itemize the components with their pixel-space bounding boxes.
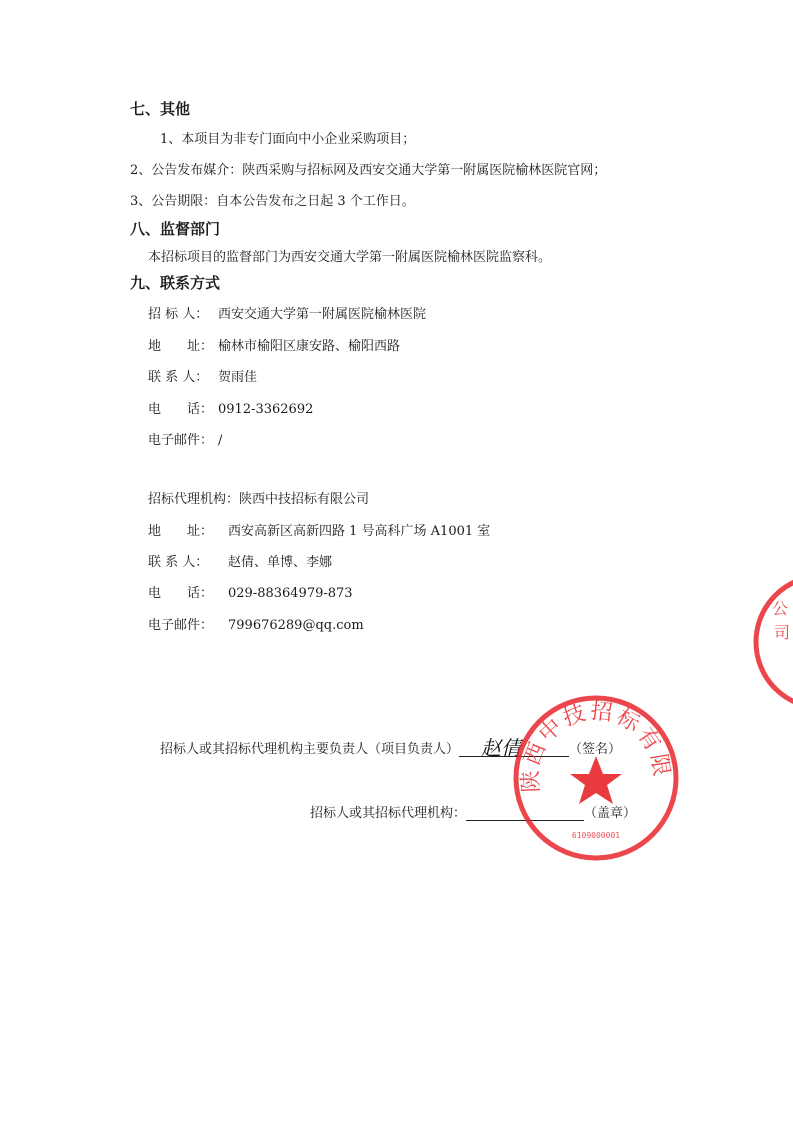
seal-label: 招标人或其招标代理机构： [310, 806, 467, 821]
tenderer-address: 榆林市榆阳区康安路、榆阳西路 [218, 339, 401, 354]
agency-email-row [148, 614, 364, 633]
handwritten-signature: 赵倩 [481, 736, 522, 760]
svg-text:司: 司 [774, 623, 791, 642]
svg-text:公: 公 [772, 599, 789, 618]
field-label: 联 系 人： [148, 555, 209, 570]
svg-text:6109000001: 6109000001 [571, 831, 621, 840]
tenderer-email: / [218, 433, 223, 448]
tenderer-phone: 0912-3362692 [218, 402, 314, 417]
field-label: 电 话： [148, 402, 214, 417]
tenderer-contact-row [148, 366, 257, 385]
field-label: 电子邮件： [148, 433, 214, 448]
seal-suffix: （盖章） [584, 806, 637, 821]
field-label: 地 址： [148, 524, 214, 539]
tenderer-email-row [148, 429, 222, 448]
agency-name: 陕西中技招标有限公司 [239, 492, 370, 507]
seal-star-icon [570, 756, 622, 804]
section-8-text: 本招标项目的监督部门为西安交通大学第一附属医院榆林医院监察科。 [148, 250, 552, 265]
section-9-heading: 九、联系方式 [130, 274, 221, 292]
seal-text: 陕西中技招标有限公司 [497, 673, 675, 794]
agency-email: 799676289@qq.com [228, 618, 364, 633]
agency-contact-row [148, 551, 332, 570]
field-label: 招 标 人： [148, 307, 209, 322]
tenderer-address-row [148, 335, 400, 354]
agency-contact: 赵倩、单博、李娜 [228, 555, 333, 570]
agency-name-row [148, 488, 369, 507]
field-label: 招标代理机构： [148, 492, 240, 507]
agency-phone: 029-88364979-873 [228, 586, 353, 601]
section-7-item-3: 3、公告期限：自本公告发布之日起 3 个工作日。 [130, 194, 415, 209]
section-8-heading: 八、监督部门 [130, 220, 221, 238]
signature-suffix: （签名） [569, 742, 622, 757]
partial-seal-stamp [752, 572, 793, 712]
section-7-item-2: 2、公告发布媒介：陕西采购与招标网及西安交通大学第一附属医院榆林医院官网； [130, 163, 607, 178]
tenderer-name: 西安交通大学第一附属医院榆林医院 [218, 307, 427, 322]
field-label: 电 话： [148, 586, 214, 601]
tenderer-contact: 贺雨佳 [218, 370, 258, 385]
tenderer-phone-row [148, 398, 313, 417]
section-7-heading: 七、其他 [130, 100, 191, 118]
section-7-item-1: 1、本项目为非专门面向中小企业采购项目； [160, 132, 416, 147]
agency-address-row [148, 520, 490, 539]
field-label: 电子邮件： [148, 618, 214, 633]
field-label: 联 系 人： [148, 370, 209, 385]
agency-address: 西安高新区高新四路 1 号高科广场 A1001 室 [228, 524, 491, 539]
tenderer-name-row [148, 303, 426, 322]
field-label: 地 址： [148, 339, 214, 354]
agency-phone-row [148, 582, 353, 601]
signature-label: 招标人或其招标代理机构主要负责人（项目负责人） [160, 742, 460, 757]
